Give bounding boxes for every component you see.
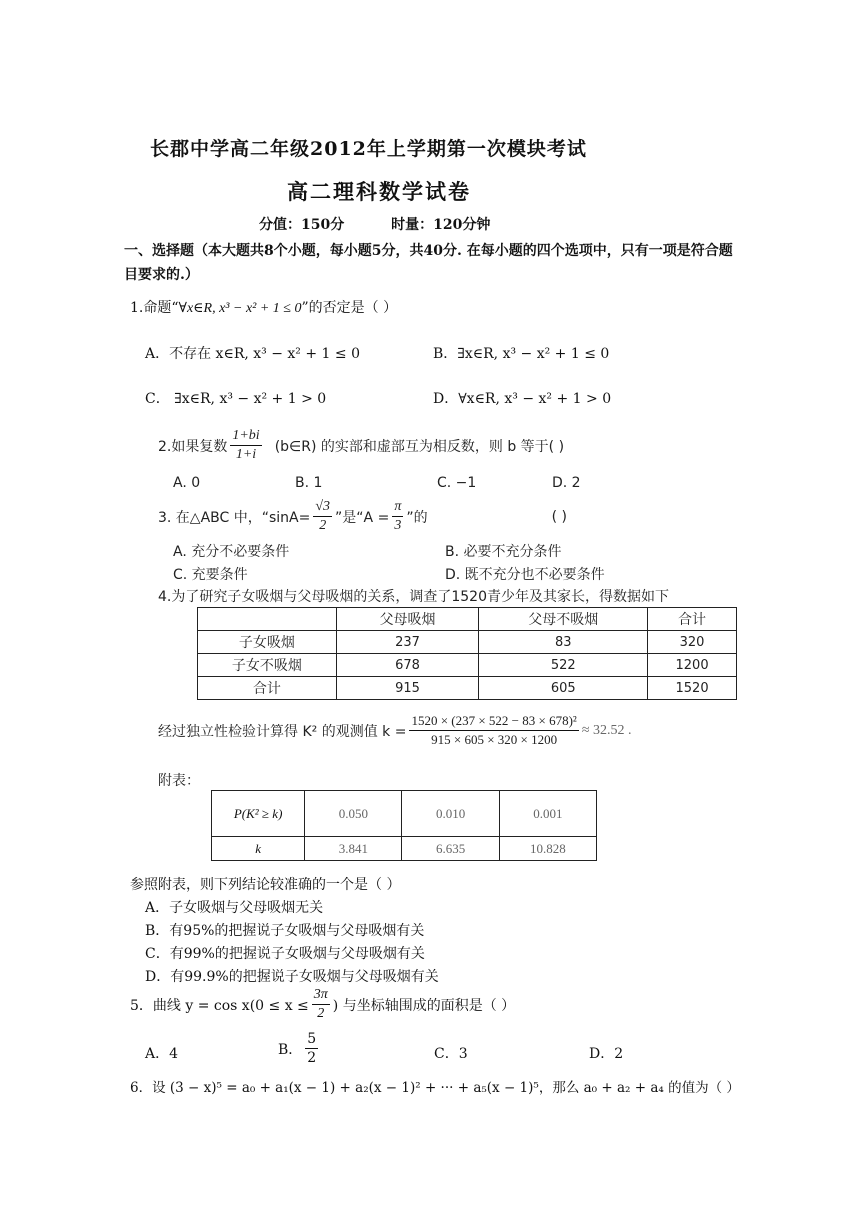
- table-header-cell: [198, 608, 337, 631]
- k2-result: ≈ 32.52 .: [581, 722, 632, 738]
- q3-option-d: D. 既不充分也不必要条件: [445, 567, 605, 583]
- q5-frac-num: 3π: [312, 986, 330, 1005]
- q1-option-b: B．∃x∈R, x³ − x² + 1 ≤ 0: [433, 346, 610, 362]
- ref-row-probability: [212, 791, 597, 837]
- table-cell: 1200: [648, 654, 737, 677]
- q3-answer-paren: ( ): [551, 508, 567, 525]
- ref-cell: 0.001: [499, 791, 596, 837]
- time-text: 时量：120分钟: [391, 217, 491, 233]
- table-header-cell: 父母不吸烟: [479, 608, 648, 631]
- smoking-data-table: [197, 607, 737, 700]
- q3-suffix: ”的: [406, 509, 428, 526]
- question-2-stem: [158, 427, 564, 464]
- question-5-stem: [130, 986, 515, 1023]
- q5-option-b-label: B．: [278, 1041, 303, 1058]
- q3-frac2-den: 3: [394, 518, 402, 533]
- table-cell: 237: [336, 631, 479, 654]
- k2-formula: [158, 712, 632, 749]
- q5-suffix: ) 与坐标轴围成的面积是（ ）: [332, 997, 516, 1014]
- q2-frac-den: 1+i: [235, 447, 257, 462]
- q3-middle: ”是“A =: [335, 509, 390, 526]
- appendix-label: 附表：: [158, 773, 200, 789]
- q2-option-b: B. 1: [295, 475, 323, 491]
- table-cell: 83: [479, 631, 648, 654]
- table-cell: 915: [336, 677, 479, 700]
- reference-table: [211, 790, 597, 861]
- k2-numerator: 1520 × (237 × 522 − 83 × 678)²: [409, 712, 578, 731]
- q5-option-b: [278, 1030, 321, 1067]
- q2-suffix: (b∈R) 的实部和虚部互为相反数，则 b 等于( ): [274, 438, 565, 455]
- table-cell: 320: [648, 631, 737, 654]
- score-text: 分值：150分: [259, 217, 345, 233]
- q5-option-b-num: 5: [307, 1031, 317, 1047]
- table-header-cell: 父母吸烟: [336, 608, 479, 631]
- ref-cell: 3.841: [305, 837, 402, 861]
- q5-option-c: C．3: [434, 1046, 468, 1062]
- q4-question: 参照附表，则下列结论较准确的一个是（ ）: [130, 877, 401, 893]
- q3-option-a: A. 充分不必要条件: [173, 544, 290, 560]
- question-3-stem: [158, 498, 567, 535]
- q4-option-b: B．有95%的把握说子女吸烟与父母吸烟有关: [145, 923, 425, 939]
- q2-option-c: C. −1: [437, 475, 477, 491]
- exam-title: 长郡中学高二年级2012年上学期第一次模块考试: [150, 138, 587, 160]
- q3-frac2-num: π: [392, 498, 403, 517]
- q2-option-a: A. 0: [173, 475, 201, 491]
- table-cell: 子女不吸烟: [198, 654, 337, 677]
- table-cell: 678: [336, 654, 479, 677]
- table-header-row: [198, 608, 737, 631]
- table-cell: 合计: [198, 677, 337, 700]
- q5-option-a: A．4: [145, 1046, 179, 1062]
- question-4-stem: 4.为了研究子女吸烟与父母吸烟的关系，调查了1520青少年及其家长，得数据如下: [158, 589, 669, 605]
- q1-option-a: A．不存在 x∈R, x³ − x² + 1 ≤ 0: [145, 346, 360, 362]
- table-header-cell: 合计: [648, 608, 737, 631]
- k2-prefix: 经过独立性检验计算得 K² 的观测值 k =: [158, 723, 407, 740]
- table-cell: 1520: [648, 677, 737, 700]
- ref-cell: 0.050: [305, 791, 402, 837]
- q3-option-b: B. 必要不充分条件: [445, 544, 562, 560]
- ref-row-k: [212, 837, 597, 861]
- q2-fraction: [230, 427, 261, 464]
- q3-prefix: 3. 在△ABC 中，“sinA=: [158, 509, 311, 526]
- k2-fraction: [409, 712, 578, 749]
- q3-fraction-1: [313, 498, 332, 535]
- q1-option-d: D．∀x∈R, x³ − x² + 1 > 0: [433, 391, 612, 407]
- q5-option-b-den: 2: [307, 1050, 317, 1066]
- q2-option-d: D. 2: [552, 475, 581, 491]
- q5-frac-den: 2: [317, 1006, 325, 1021]
- ref-cell: 6.635: [402, 837, 499, 861]
- q5-fraction: [312, 986, 330, 1023]
- ref-row-label: P(K² ≥ k): [212, 791, 305, 837]
- exam-subtitle: 高二理科数学试卷: [287, 179, 471, 204]
- ref-row-label: k: [212, 837, 305, 861]
- q4-option-a: A．子女吸烟与父母吸烟无关: [145, 900, 324, 916]
- table-cell: 522: [479, 654, 648, 677]
- q1-prefix: 1.命题“: [130, 300, 179, 316]
- k2-denominator: 915 × 605 × 320 × 1200: [431, 732, 558, 747]
- ref-cell: 0.010: [402, 791, 499, 837]
- exam-meta: [259, 214, 532, 234]
- question-6-stem: 6．设 (3 − x)⁵ = a₀ + a₁(x − 1) + a₂(x − 1)² + ··· + a₅(x − 1)⁵，那么 a₀ + a₂ + a₄ 的值为（ ）: [130, 1080, 740, 1096]
- q3-frac1-num: √3: [313, 498, 332, 517]
- q1-math: ∀x∈R, x³ − x² + 1 ≤ 0: [178, 301, 302, 316]
- q1-suffix: ”的否定是（ ）: [301, 300, 398, 316]
- q4-option-c: C．有99%的把握说子女吸烟与父母吸烟有关: [145, 946, 425, 962]
- q2-prefix: 2.如果复数: [158, 438, 228, 455]
- q3-option-c: C. 充要条件: [173, 567, 248, 583]
- q4-option-d: D．有99.9%的把握说子女吸烟与父母吸烟有关: [145, 969, 439, 985]
- question-1-stem: [130, 297, 397, 317]
- q3-fraction-2: [392, 498, 403, 535]
- table-row: [198, 677, 737, 700]
- table-cell: 子女吸烟: [198, 631, 337, 654]
- section-heading: 一、选择题（本大题共8个小题，每小题5分，共40分. 在每小题的四个选项中，只有一项是符合题目要求的.）: [124, 243, 733, 283]
- q1-option-c: C． ∃x∈R, x³ − x² + 1 > 0: [145, 391, 327, 407]
- table-cell: 605: [479, 677, 648, 700]
- q5-option-b-fraction: [305, 1030, 318, 1067]
- q5-prefix: 5．曲线 y = cos x(0 ≤ x ≤: [130, 997, 309, 1014]
- q5-option-d: D．2: [589, 1046, 624, 1062]
- q2-frac-num: 1+bi: [230, 427, 261, 446]
- ref-cell: 10.828: [499, 837, 596, 861]
- table-row: [198, 654, 737, 677]
- q3-frac1-den: 2: [319, 518, 327, 533]
- table-row: [198, 631, 737, 654]
